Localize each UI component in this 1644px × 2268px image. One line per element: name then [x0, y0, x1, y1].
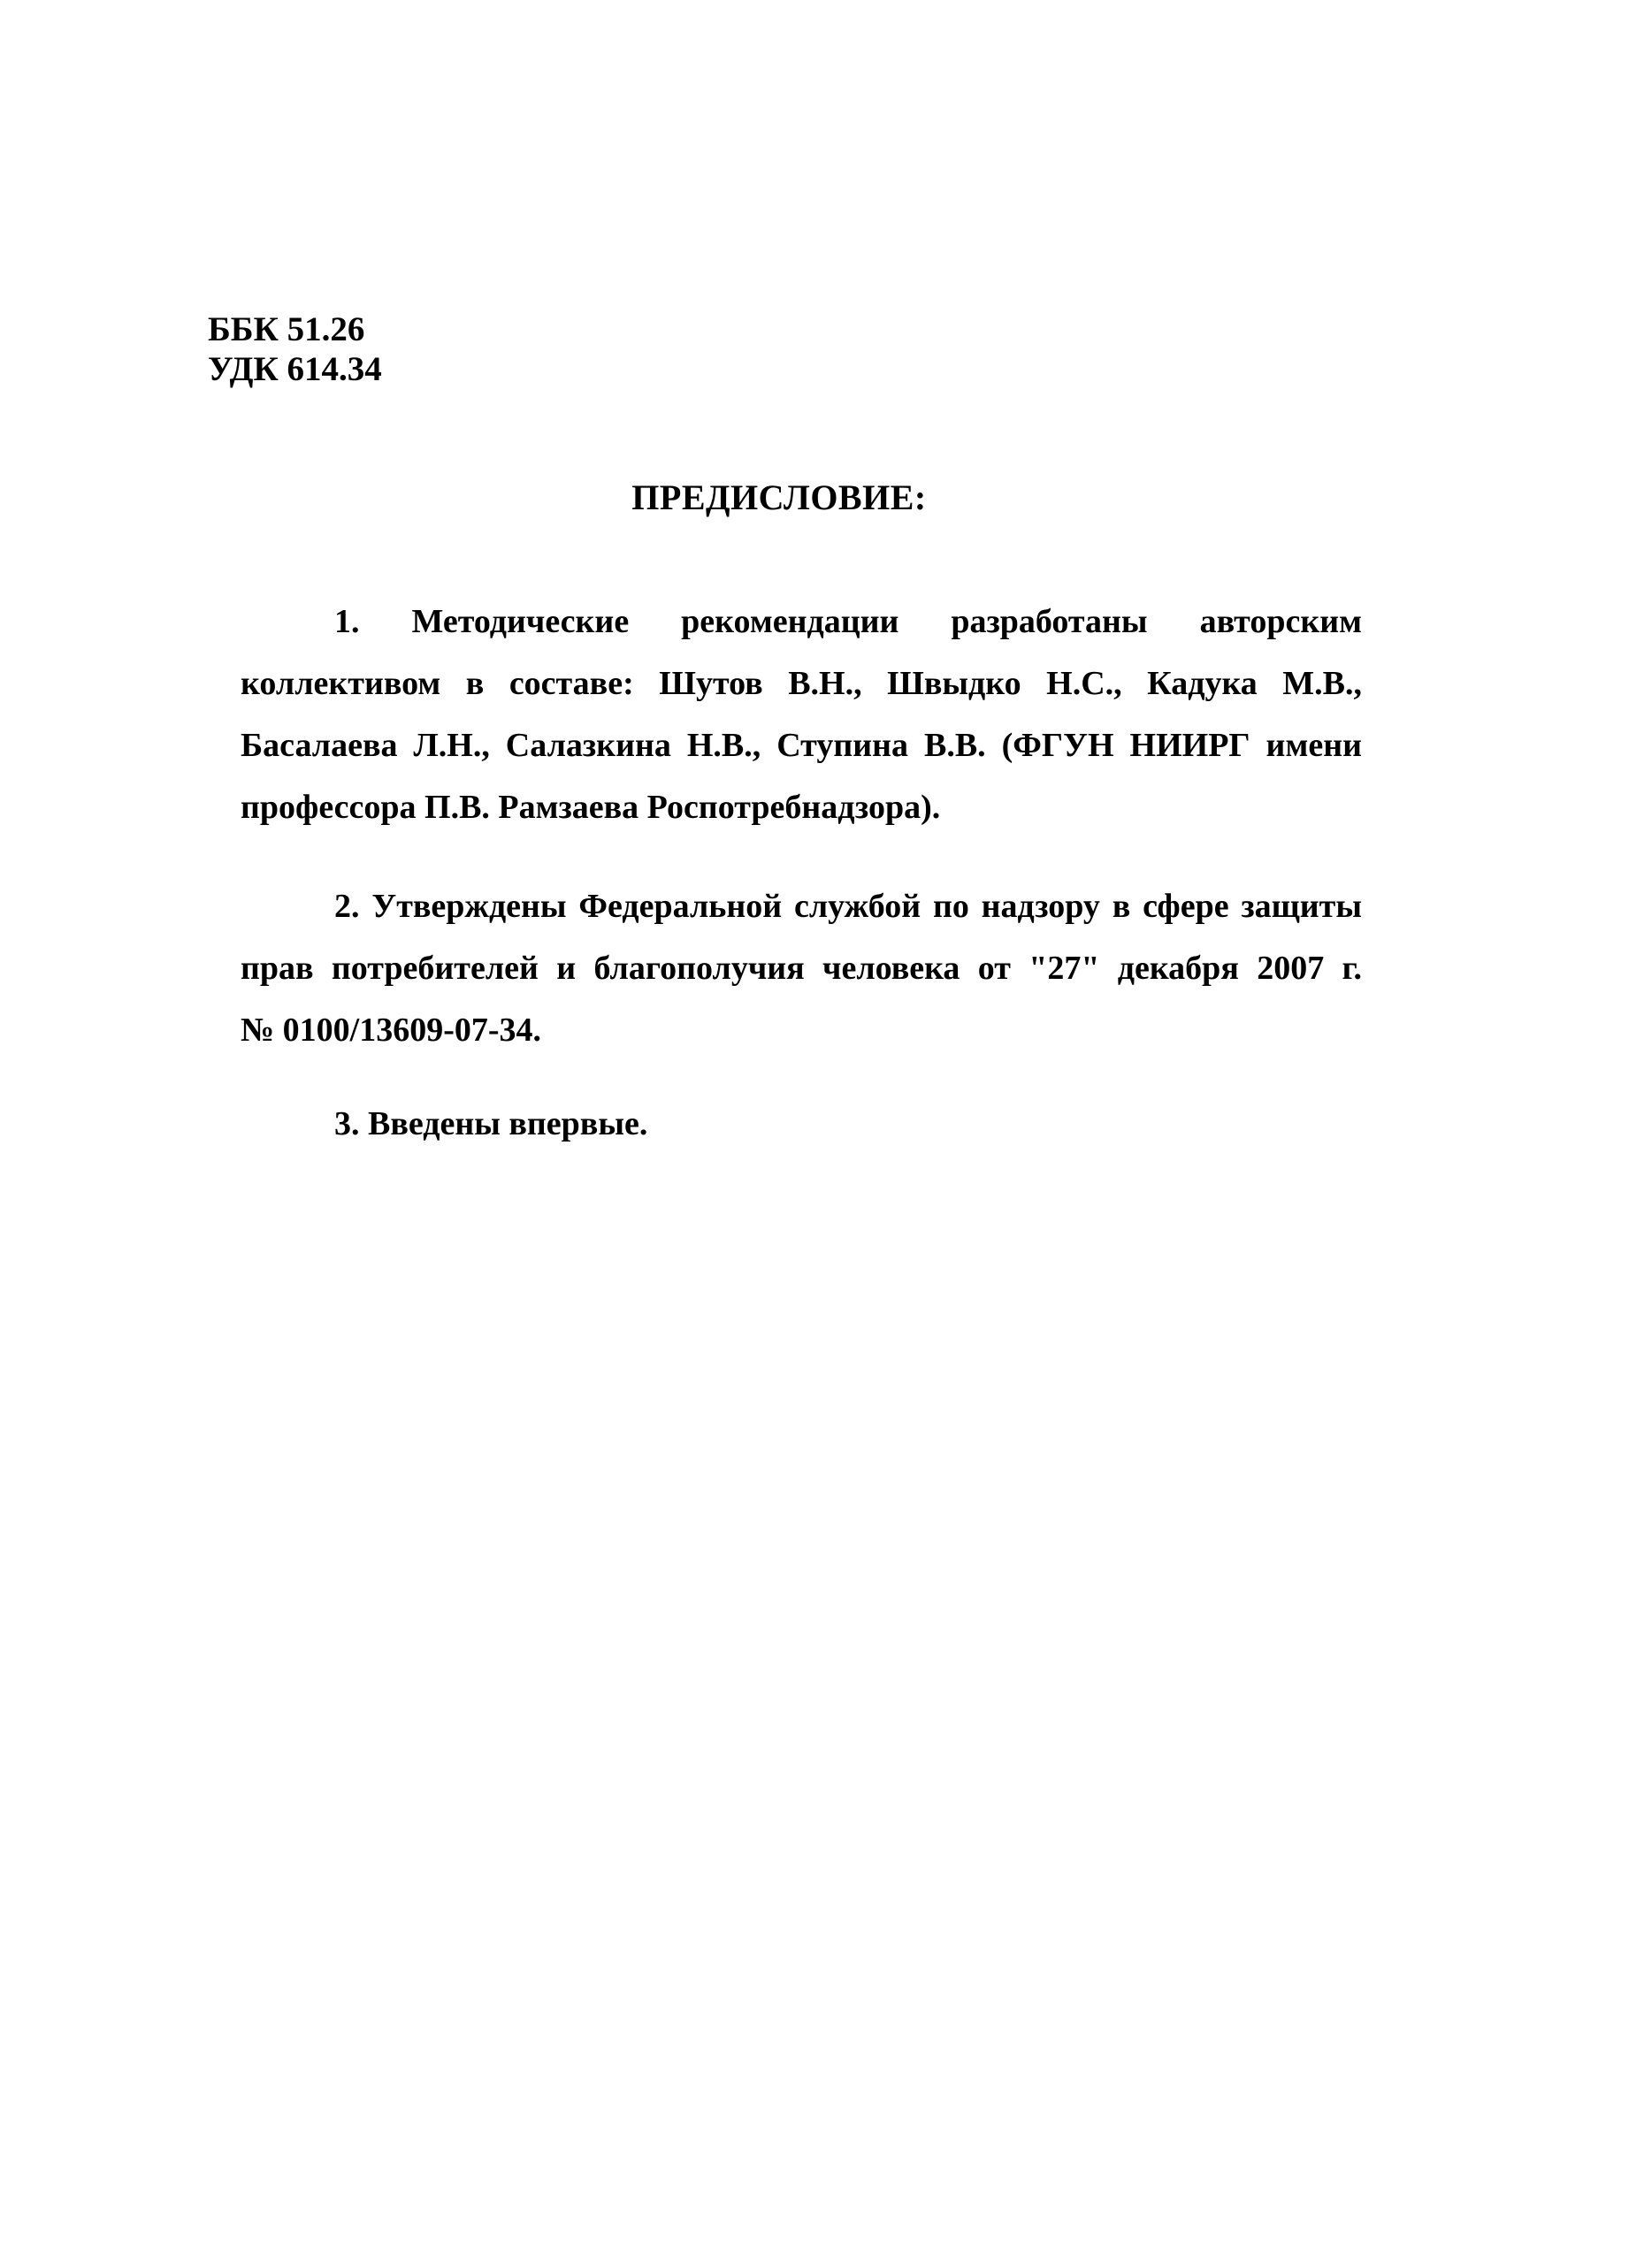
text-line: 1. Методические рекомендации разработаны авторским [334, 603, 1362, 640]
text-line: коллективом в составе: Шутов В.Н., Швыдко Н.С., Кадука М.В., [241, 665, 1362, 702]
text-line: прав потребителей и благополучия человека от "27" декабря 2007 г. [241, 950, 1362, 987]
page-title: ПРЕДИСЛОВИЕ: [631, 477, 927, 517]
text-line: 3. Введены впервые. [334, 1105, 648, 1142]
text-line: профессора П.В. Рамзаева Роспотребнадзора). [241, 789, 941, 826]
text-line: № 0100/13609-07-34. [241, 1012, 542, 1049]
paragraph-1 [241, 591, 1362, 838]
udk-code: УДК 614.34 [208, 350, 382, 388]
bbk-code: ББК 51.26 [208, 310, 365, 348]
classification-codes [208, 309, 382, 389]
text-line: 2. Утверждены Федеральной службой по надзору в сфере защиты [334, 888, 1362, 925]
paragraph-3 [241, 1093, 1362, 1155]
text-line: Басалаева Л.Н., Салазкина Н.В., Ступина В.В. (ФГУН НИИРГ имени [241, 727, 1362, 764]
paragraph-2 [241, 875, 1362, 1061]
